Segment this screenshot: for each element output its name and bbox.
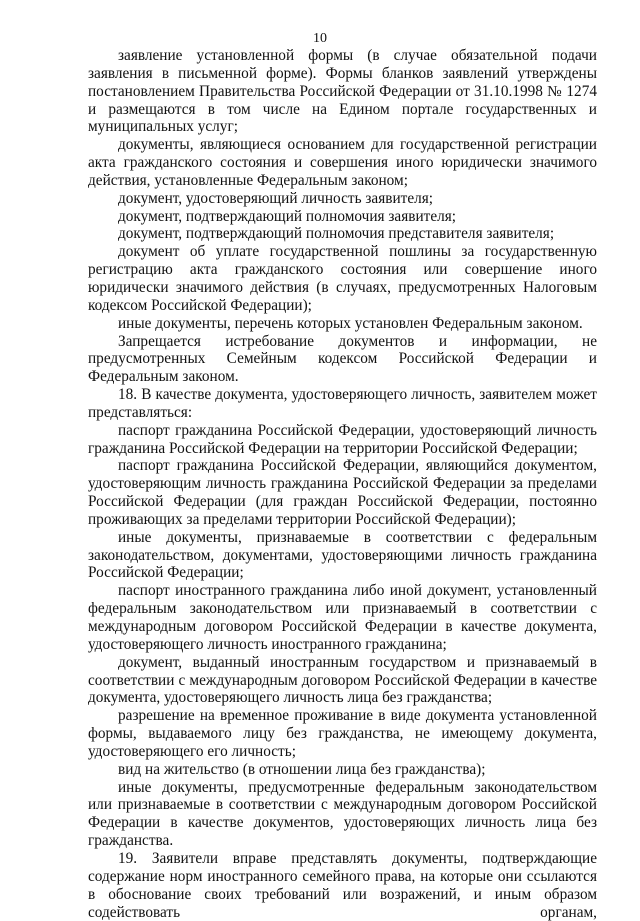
paragraph: документ, подтверждающий полномочия заявителя; (118, 207, 457, 225)
page-number: 10 (313, 31, 327, 46)
paragraph: заявление установленной формы (в случае обязательной подачи заявления в письменной форме). Формы бланков заявлений утверждены постановлением Правительства Российской Федерации от 31.10.1998 № 1274 и размещаются в том числе на Едином портале государственных и муниципальных услуг; (88, 47, 597, 136)
paragraph: паспорт гражданина Российской Федерации, удостоверяющий личность гражданина Российской Федерации на территории Российской Федерации; (88, 421, 597, 457)
paragraph: документ, выданный иностранным государством и признаваемый в соответствии с международным договором Российской Федерации в качестве документа, удостоверяющего личность лица без гражданства; (88, 653, 597, 707)
paragraph: иные документы, перечень которых установлен Федеральным законом. (118, 314, 583, 332)
paragraph: иные документы, предусмотренные федеральным законодательством или признаваемые в соответствии с международным договором Российской Федерации в качестве документов, удостоверяющих личность лица без гражданства. (88, 778, 597, 850)
paragraph: паспорт гражданина Российской Федерации, являющийся документом, удостоверяющим личность гражданина Российской Федерации за пределами Российской Федерации (для граждан Российской Федерации, постоянно проживающих за пределами территории Российской Федерации); (88, 457, 597, 528)
paragraph: разрешение на временное проживание в виде документа установленной формы, выдаваемого лицу без гражданства, не имеющему документа, удостоверяющего его личность; (88, 707, 597, 760)
paragraph: документы, являющиеся основанием для государственной регистрации акта гражданского состояния и совершения иного юридически значимого действия, установленные Федеральным законом; (88, 136, 597, 189)
paragraph-section-18: 18. В качестве документа, удостоверяющего личность, заявителем может представляться: (88, 386, 597, 421)
paragraph-section-19: 19. Заявители вправе представлять документы, подтверждающие содержание норм иностранного семейного права, на которые они ссылаются в обоснование своих требований или возражений, и иным образом содействовать органам, (88, 849, 597, 921)
document-body (88, 47, 597, 921)
paragraph: документ об уплате государственной пошлины за государственную регистрацию акта гражданского состояния или совершение иного юридически значимого действия (в случаях, предусмотренных Налоговым кодексом Российской Федерации); (88, 243, 597, 314)
paragraph: Запрещается истребование документов и информации, не предусмотренных Семейным кодексом Российской Федерации и Федеральным законом. (88, 332, 597, 386)
paragraph: паспорт иностранного гражданина либо иной документ, установленный федеральным законодательством или признаваемый в соответствии с международным договором Российской Федерации в качестве документа, удостоверяющего личность иностранного гражданина; (88, 582, 597, 653)
paragraph: вид на жительство (в отношении лица без гражданства); (118, 760, 486, 778)
paragraph: документ, подтверждающий полномочия представителя заявителя; (118, 225, 555, 243)
paragraph: иные документы, признаваемые в соответствии с федеральным законодательством, документами, удостоверяющими личность гражданина Российской Федерации; (88, 528, 597, 582)
paragraph: документ, удостоверяющий личность заявителя; (118, 189, 434, 207)
